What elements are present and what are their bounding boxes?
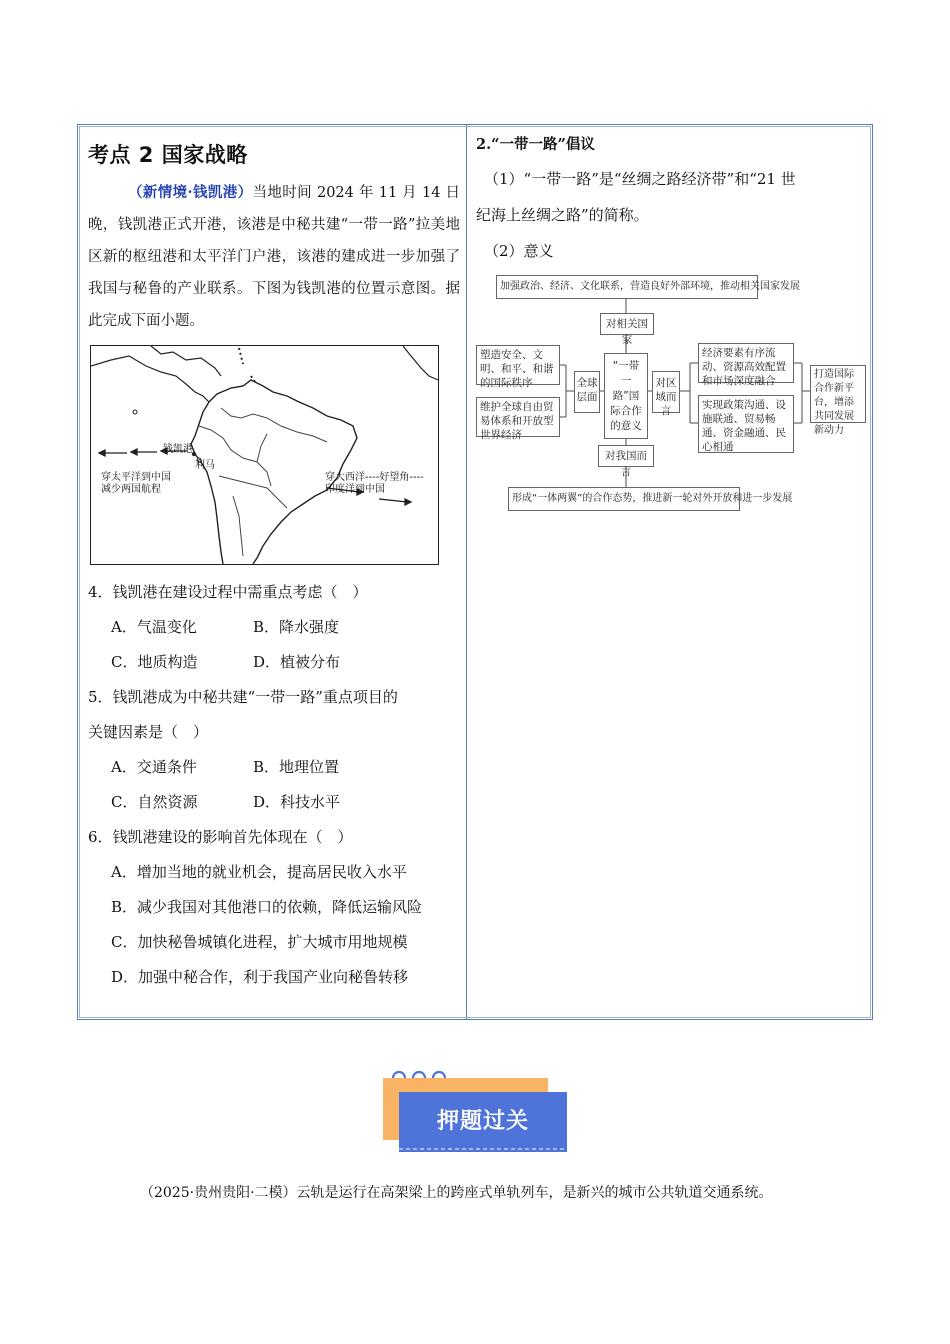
content-table [77, 124, 873, 1020]
belt-road-para-1a: （1）“一带一路”是“丝绸之路经济带”和“21 世 [484, 170, 796, 188]
option-d[interactable]: D．科技水平 [253, 793, 341, 811]
question-6-option-b[interactable]: B．减少我国对其他港口的依赖，降低运输风险 [111, 898, 423, 916]
map-label-pacific-1: 穿太平洋到中国 [101, 472, 171, 483]
option-b[interactable]: B．地理位置 [253, 758, 340, 776]
left-column [88, 137, 460, 995]
question-6-option-d[interactable]: D．加强中秘合作，利于我国产业向秘鲁转移 [111, 968, 409, 986]
box-region-2: 实现政策沟通、设施联通、贸易畅通、资金融通、民心相通 [698, 395, 794, 453]
column-divider [466, 125, 467, 1019]
box-global-2: 维护全球自由贸易体系和开放型世界经济 [476, 397, 560, 437]
box-bottom: 形成“一体两翼”的合作态势，推进新一轮对外开放和进一步发展 [508, 487, 740, 511]
box-global-1: 塑造安全、文明、和平、和谐的国际秩序 [476, 345, 560, 385]
box-platform: 打造国际合作新平台，增添共同发展新动力 [810, 365, 866, 423]
question-6-option-c[interactable]: C．加快秘鲁城镇化进程，扩大城市用地规模 [111, 933, 408, 951]
question-6-stem: 6．钱凯港建设的影响首先体现在（ ） [88, 828, 353, 846]
map-label-atlantic-2: 印度洋到中国 [325, 484, 385, 495]
box-center: “一带一路”国际合作的意义 [604, 353, 648, 439]
option-c[interactable]: C．自然资源 [111, 793, 198, 811]
intro-text: 当地时间 2024 年 11 月 14 日晚，钱凯港正式开港，该港是中秘共建“一带一路”拉美地区新的枢纽港和太平洋门户港，该港的建成进一步加强了我国与秘鲁的产业联系。下图为钱凯港的位置示意图。据此完成下面小题。 [88, 185, 460, 329]
banner-label: 押题过关 [436, 1109, 529, 1134]
banner-badge [383, 1064, 568, 1154]
box-region-1: 经济要素有序流动、资源高效配置和市场深度融合 [698, 343, 794, 383]
next-question-intro: （2025·贵州贵阳·二模）云轨是运行在高架梁上的跨座式单轨列车，是新兴的城市公共轨道交通系统。 [140, 1185, 773, 1201]
belt-road-para-2: （2）意义 [484, 242, 554, 260]
map-drawing [91, 346, 438, 564]
right-column [476, 131, 866, 269]
option-c[interactable]: C．地质构造 [111, 653, 198, 671]
option-a[interactable]: A．交通条件 [111, 758, 197, 776]
location-map [90, 345, 439, 565]
box-global-level: 全球层面 [574, 371, 600, 413]
box-related-countries: 对相关国家 [600, 313, 654, 335]
option-b[interactable]: B．降水强度 [253, 618, 340, 636]
question-5-options-2 [88, 785, 460, 820]
option-a[interactable]: A．气温变化 [111, 618, 197, 636]
map-label-pacific-2: 减少两国航程 [101, 484, 161, 495]
question-4-stem: 4．钱凯港在建设过程中需重点考虑（ ） [88, 583, 368, 601]
intro-paragraph [88, 177, 460, 337]
box-china: 对我国而言 [598, 445, 654, 467]
box-region-level: 对区域而言 [652, 371, 680, 413]
context-tag: （新情境·钱凯港） [128, 184, 253, 201]
question-5-stem-2: 关键因素是（ ） [88, 723, 209, 741]
question-6-option-a[interactable]: A．增加当地的就业机会，提高居民收入水平 [111, 863, 407, 881]
map-label-lima: 利马 [195, 460, 215, 471]
question-4-options-2 [88, 645, 460, 680]
section-title: 考点 2 国家战略 [88, 143, 248, 167]
question-5-stem-1: 5．钱凯港成为中秘共建“一带一路”重点项目的 [88, 688, 398, 706]
box-top: 加强政治、经济、文化联系，营造良好外部环境，推动相关国家发展 [496, 275, 758, 299]
map-label-port: 钱凯港 [163, 444, 193, 455]
significance-diagram [476, 271, 868, 519]
map-label-atlantic-1: 穿大西洋----好望角---- [325, 472, 424, 483]
question-4-options [88, 610, 460, 645]
question-5-options [88, 750, 460, 785]
belt-road-heading: 2.“一带一路”倡议 [476, 136, 595, 153]
option-d[interactable]: D．植被分布 [253, 653, 341, 671]
belt-road-para-1b: 纪海上丝绸之路”的简称。 [476, 206, 649, 224]
